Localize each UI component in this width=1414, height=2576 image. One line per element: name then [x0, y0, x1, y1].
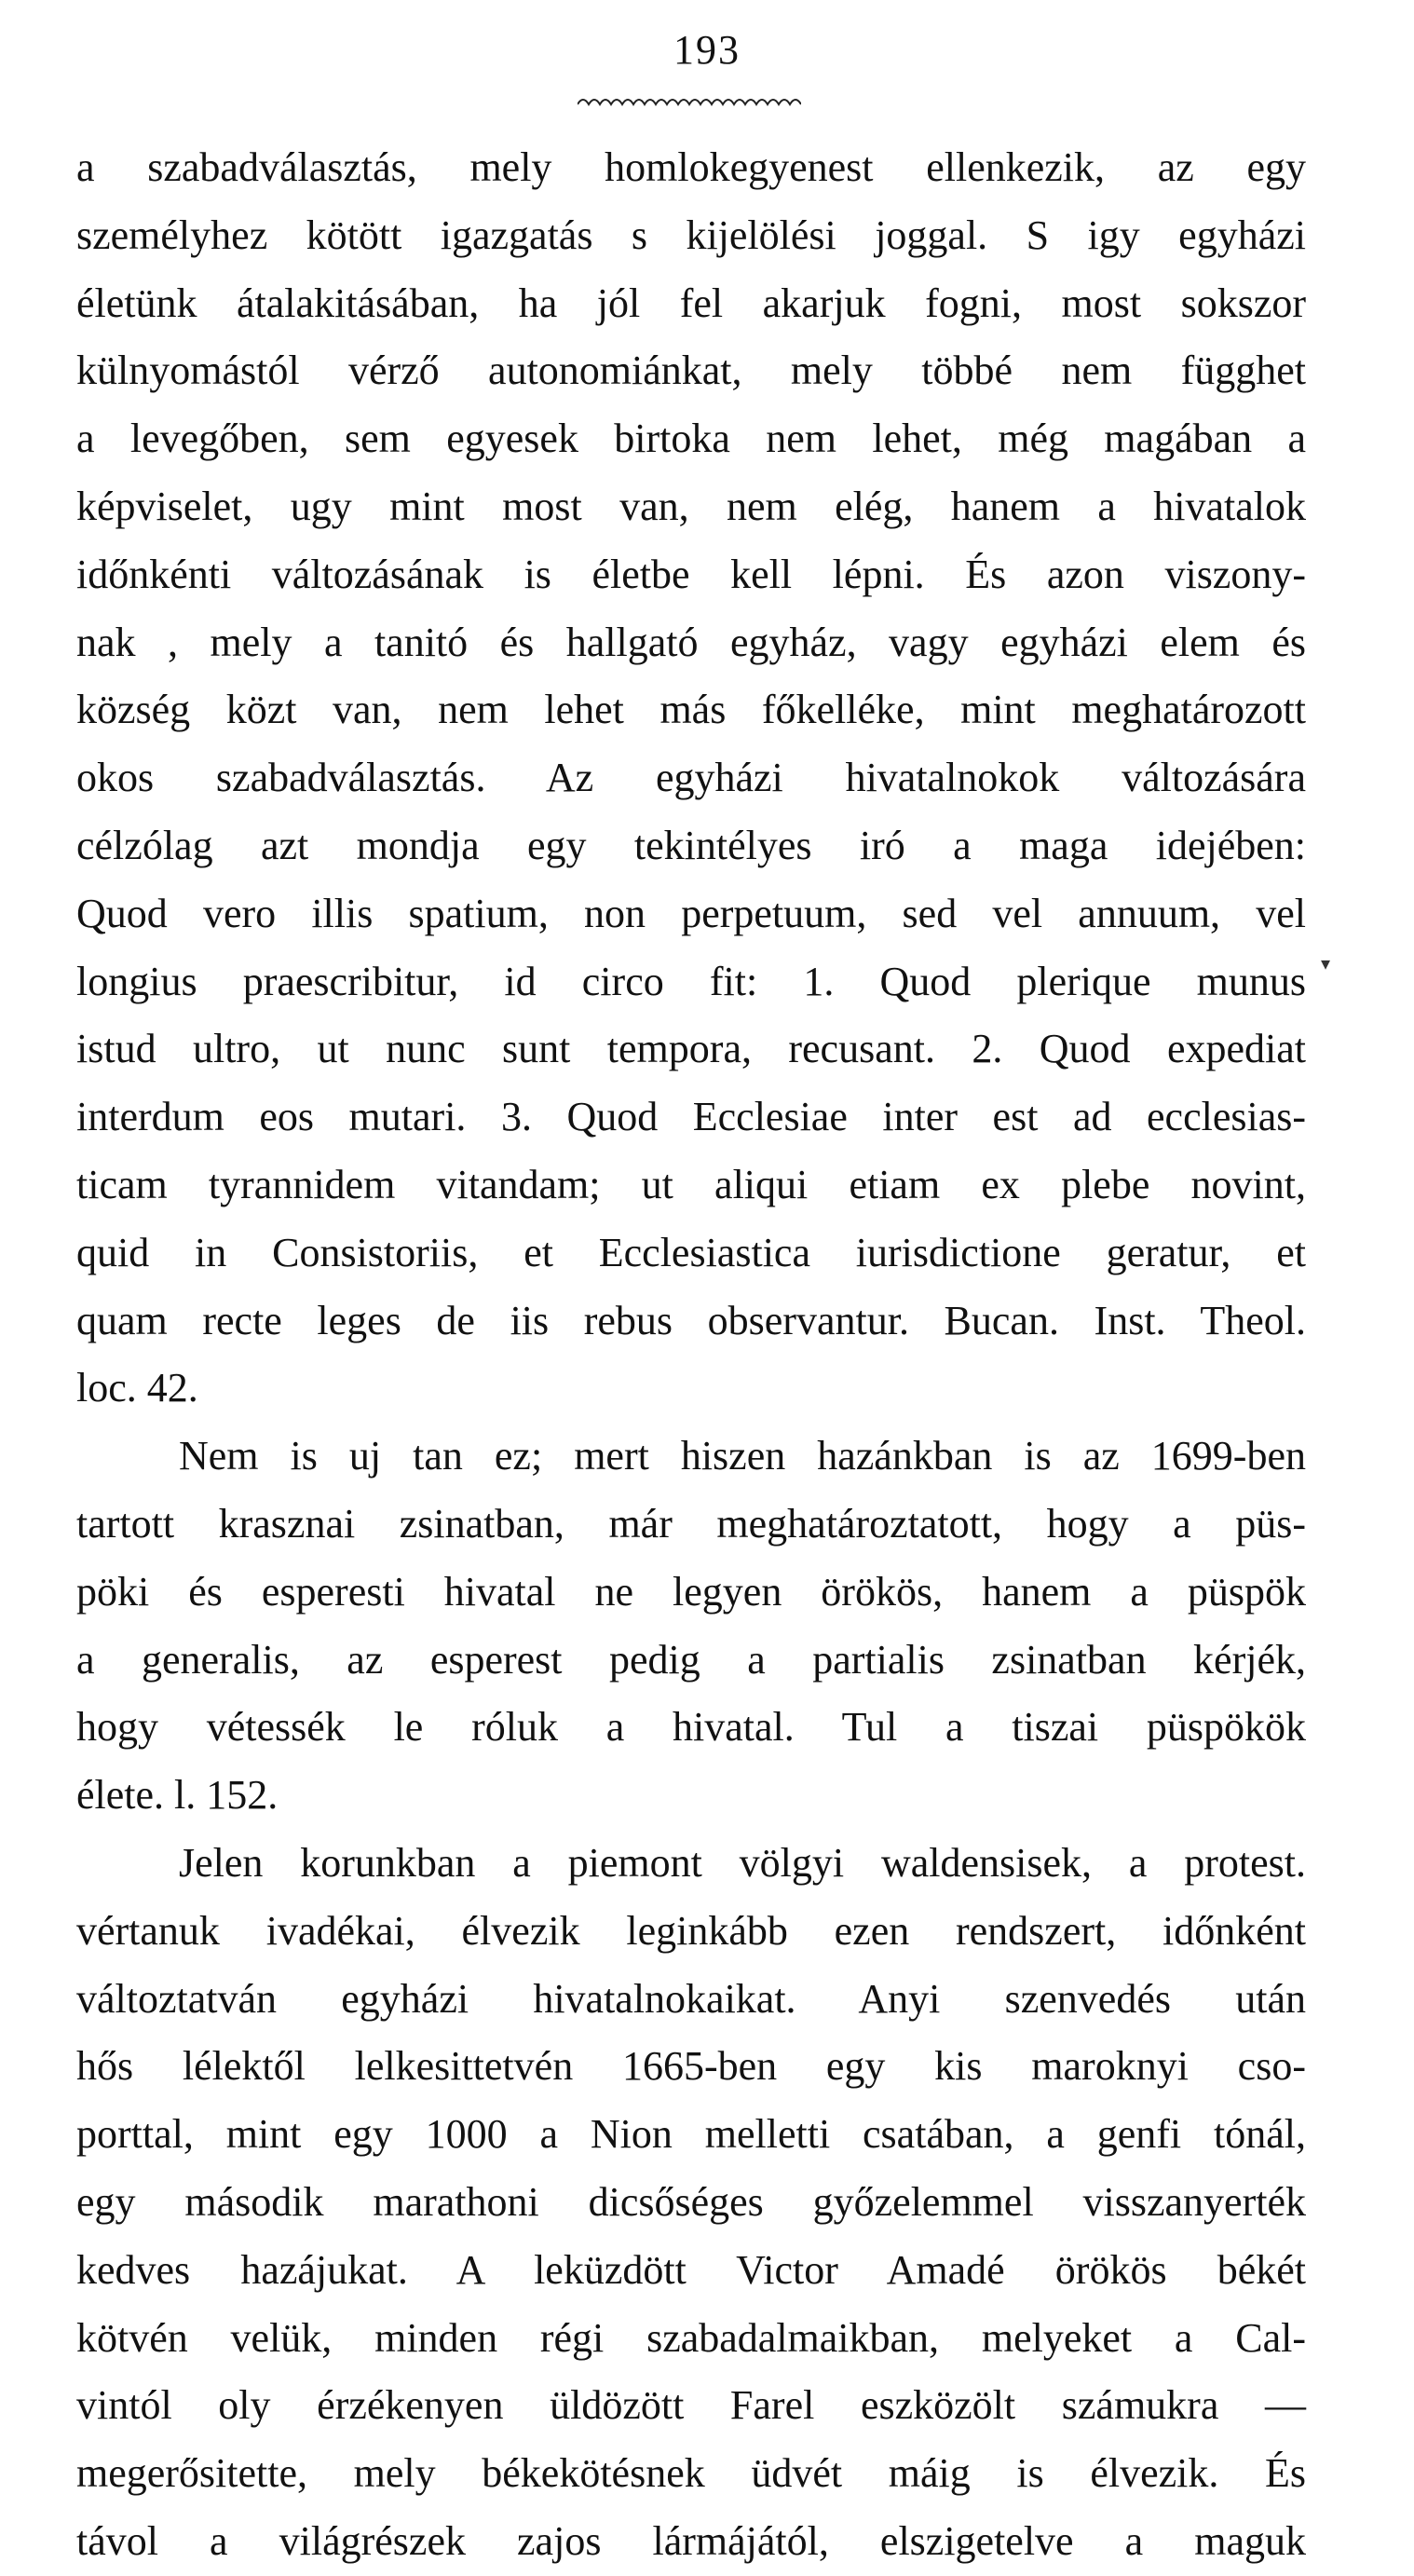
text-line: longius praescribitur, id circo fit: 1. Quod plerique munus: [76, 958, 1306, 1004]
text-line: a szabadválasztás, mely homlokegyenest ellenkezik, az egy: [76, 144, 1306, 190]
text-line: interdum eos mutari. 3. Quod Ecclesiae inter est ad ecclesias-: [76, 1094, 1306, 1140]
text-line: személyhez kötött igazgatás s kijelölési joggal. S igy egyházi: [76, 211, 1306, 258]
text-line: quam recte leges de iis rebus observantur. Bucan. Inst. Theol.: [76, 1297, 1306, 1343]
text-line: vintól oly érzékenyen üldözött Farel eszközölt számukra —: [76, 2382, 1306, 2429]
text-line: község közt van, nem lehet más főkelléke, mint meghatározott: [76, 687, 1306, 733]
text-line: időnkénti változásának is életbe kell lépni. És azon viszony-: [76, 551, 1306, 597]
text-line: kötvén velük, minden régi szabadalmaikban, melyeket a Cal-: [76, 2314, 1306, 2361]
text-line: a levegőben, sem egyesek birtoka nem lehet, még magában a: [76, 416, 1306, 462]
text-line: vértanuk ivadékai, élvezik leginkább ezen rendszert, időnként: [76, 1907, 1306, 1954]
text-line: képviselet, ugy mint most van, nem elég, hanem a hivatalok: [76, 483, 1306, 529]
text-line: nak , mely a tanitó és hallgató egyház, vagy egyházi elem és: [76, 619, 1306, 665]
text-line: quid in Consistoriis, et Ecclesiastica iurisdictione geratur, et: [76, 1229, 1306, 1275]
text-line: tartott krasznai zsinatban, már meghatároztatott, hogy a püs-: [76, 1500, 1306, 1547]
text-line: változtatván egyházi hivatalnokaikat. Anyi szenvedés után: [76, 1975, 1306, 2022]
paragraph-first-line: Nem is uj tan ez; mert hiszen hazánkban is az 1699-ben: [179, 1433, 1306, 1479]
margin-mark: ▾: [1321, 952, 1331, 975]
text-line: porttal, mint egy 1000 a Nion melletti csatában, a genfi tónál,: [76, 2111, 1306, 2158]
text-line: megerősitette, mely békekötésnek üdvét máig is élvezik. És: [76, 2450, 1306, 2497]
text-line: pöki és esperesti hivatal ne legyen örökös, hanem a püspök: [76, 1568, 1306, 1615]
text-line: istud ultro, ut nunc sunt tempora, recusant. 2. Quod expediat: [76, 1026, 1306, 1072]
text-line: külnyomástól vérző autonomiánkat, mely többé nem függhet: [76, 348, 1306, 394]
text-line: távol a világrészek zajos lármájától, elszigetelve a maguk: [76, 2517, 1306, 2564]
text-line: loc. 42.: [76, 1365, 198, 1411]
text-line: célzólag azt mondja egy tekintélyes iró a maga idejében:: [76, 822, 1306, 868]
page-number-ornament: [578, 91, 801, 110]
text-line: ticam tyrannidem vitandam; ut aliqui etiam ex plebe novint,: [76, 1161, 1306, 1207]
text-line: életünk átalakitásában, ha jól fel akarjuk fogni, most sokszor: [76, 279, 1306, 326]
text-line: élete. l. 152.: [76, 1772, 279, 1819]
text-line: okos szabadválasztás. Az egyházi hivatalnokok változására: [76, 755, 1306, 801]
paragraph-first-line: Jelen korunkban a piemont völgyi waldensisek, a protest.: [179, 1839, 1306, 1886]
text-line: hogy vétessék le róluk a hivatal. Tul a tiszai püspökök: [76, 1704, 1306, 1751]
text-line: Quod vero illis spatium, non perpetuum, sed vel annuum, vel: [76, 890, 1306, 936]
text-line: a generalis, az esperest pedig a partialis zsinatban kérjék,: [76, 1636, 1306, 1683]
page-number: 193: [673, 27, 741, 73]
text-line: egy második marathoni dicsőséges győzelemmel visszanyerték: [76, 2178, 1306, 2225]
body-text: [76, 134, 1306, 2576]
text-line: hős lélektől lelkesittetvén 1665-ben egy kis maroknyi cso-: [76, 2043, 1306, 2090]
text-line: kedves hazájukat. A leküzdött Victor Amadé örökös békét: [76, 2246, 1306, 2293]
